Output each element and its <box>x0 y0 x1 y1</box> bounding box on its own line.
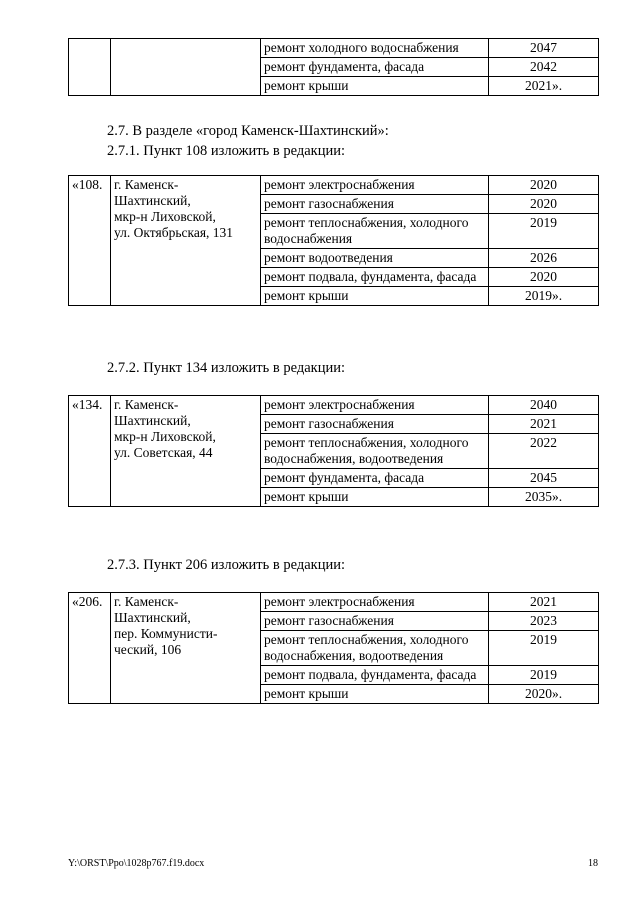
paragraph-2-7-3: 2.7.3. Пункт 206 изложить в редакции: <box>107 557 346 573</box>
address-line: мкр-н Лиховской, <box>114 429 216 444</box>
year-cell: 2019 <box>489 666 599 685</box>
address-line: ул. Октябрьская, 131 <box>114 225 234 240</box>
work-cell: ремонт газоснабжения <box>261 612 489 631</box>
item-number: «108. <box>69 176 111 306</box>
address-line: г. Каменск- <box>114 177 179 192</box>
year-cell: 2020 <box>489 195 599 214</box>
address-line: Шахтинский, <box>114 610 191 625</box>
address-line: ческий, 106 <box>114 642 182 657</box>
year-cell: 2023 <box>489 612 599 631</box>
address-line: пер. Коммунисти- <box>114 626 218 641</box>
section-heading-2-7: 2.7. В разделе «город Каменск-Шахтинский»: <box>107 123 389 139</box>
work-cell: ремонт электроснабжения <box>261 176 489 195</box>
work-cell: ремонт теплоснабжения, холодного водоснабжения, водоотведения <box>261 631 489 666</box>
item-number: «206. <box>69 593 111 704</box>
table-row <box>69 396 599 415</box>
year-cell: 2040 <box>489 396 599 415</box>
table-item-108 <box>68 175 599 306</box>
table-continuation <box>68 38 599 96</box>
year-cell: 2022 <box>489 434 599 469</box>
address-cell <box>111 39 261 96</box>
work-cell: ремонт газоснабжения <box>261 415 489 434</box>
work-cell: ремонт крыши <box>261 287 489 306</box>
item-number: «134. <box>69 396 111 507</box>
year-cell: 2020 <box>489 176 599 195</box>
address-line: г. Каменск- <box>114 397 179 412</box>
table-row <box>69 176 599 195</box>
year-cell: 2035». <box>489 488 599 507</box>
year-cell: 2020». <box>489 685 599 704</box>
address-line: Шахтинский, <box>114 413 191 428</box>
year-cell: 2021 <box>489 415 599 434</box>
year-cell: 2026 <box>489 249 599 268</box>
footer-file-path: Y:\ORST\Ppo\1028p767.f19.docx <box>68 858 205 869</box>
address-line: мкр-н Лиховской, <box>114 209 216 224</box>
table-row <box>69 39 599 58</box>
table-item-206 <box>68 592 599 704</box>
year-cell: 2021 <box>489 593 599 612</box>
year-cell: 2019 <box>489 631 599 666</box>
work-cell: ремонт газоснабжения <box>261 195 489 214</box>
address-cell <box>111 176 261 306</box>
work-cell: ремонт холодного водоснабжения <box>261 39 489 58</box>
paragraph-2-7-2: 2.7.2. Пункт 134 изложить в редакции: <box>107 360 346 376</box>
table-item-134 <box>68 395 599 507</box>
work-cell: ремонт крыши <box>261 77 489 96</box>
work-cell: ремонт крыши <box>261 685 489 704</box>
work-cell: ремонт теплоснабжения, холодного водоснабжения, водоотведения <box>261 434 489 469</box>
year-cell: 2042 <box>489 58 599 77</box>
address-cell <box>111 396 261 507</box>
year-cell: 2045 <box>489 469 599 488</box>
table-row <box>69 593 599 612</box>
work-cell: ремонт электроснабжения <box>261 396 489 415</box>
work-cell: ремонт крыши <box>261 488 489 507</box>
work-cell: ремонт подвала, фундамента, фасада <box>261 666 489 685</box>
year-cell: 2047 <box>489 39 599 58</box>
address-cell <box>111 593 261 704</box>
address-line: г. Каменск- <box>114 594 179 609</box>
work-cell: ремонт электроснабжения <box>261 593 489 612</box>
address-line: ул. Советская, 44 <box>114 445 213 460</box>
year-cell: 2019 <box>489 214 599 249</box>
year-cell: 2021». <box>489 77 599 96</box>
work-cell: ремонт подвала, фундамента, фасада <box>261 268 489 287</box>
work-cell: ремонт теплоснабжения, холодного водоснабжения <box>261 214 489 249</box>
footer-page-number: 18 <box>588 858 598 869</box>
address-line: Шахтинский, <box>114 193 191 208</box>
year-cell: 2019». <box>489 287 599 306</box>
paragraph-2-7-1: 2.7.1. Пункт 108 изложить в редакции: <box>107 143 346 159</box>
work-cell: ремонт фундамента, фасада <box>261 58 489 77</box>
year-cell: 2020 <box>489 268 599 287</box>
work-cell: ремонт водоотведения <box>261 249 489 268</box>
work-cell: ремонт фундамента, фасада <box>261 469 489 488</box>
number-cell <box>69 39 111 96</box>
